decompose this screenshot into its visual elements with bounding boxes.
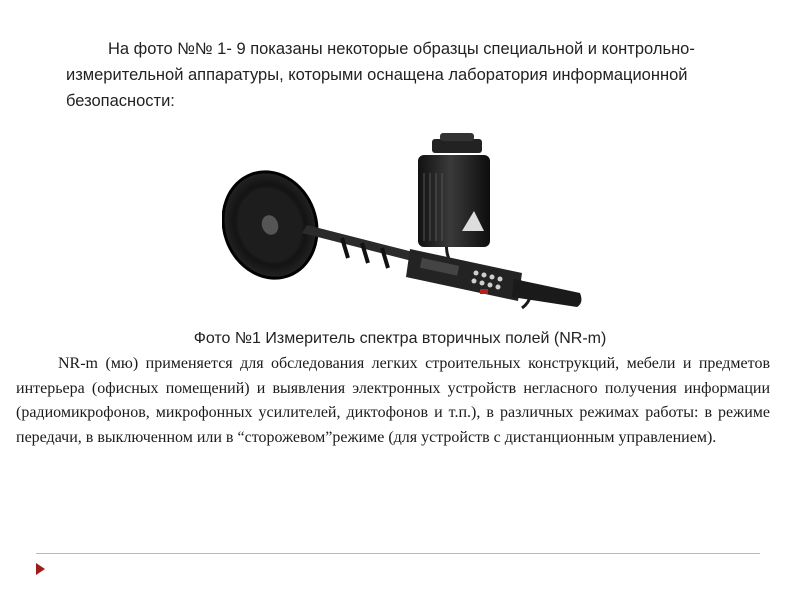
dish-antenna bbox=[222, 159, 332, 292]
nr-m-device-photo bbox=[222, 133, 584, 323]
footer-divider bbox=[36, 553, 760, 554]
intro-paragraph bbox=[66, 36, 706, 114]
description-text: NR-m (мю) применяется для обследования легких строительных конструкций, мебели и предметов интерьера (офисных помещений) и выявления электронных устройств негласного получения информации (радиомикрофонов, микрофонных усилителей, диктофонов и т.п.), в различных режимах работы: в режиме передачи, в выключенном или в “сторожевом”режиме (для устройств с дистанционным управлением). bbox=[16, 355, 770, 446]
figure-caption: Фото №1 Измеритель спектра вторичных полей (NR-m) bbox=[193, 330, 607, 347]
description-paragraph bbox=[16, 352, 770, 450]
intro-text: На фото №№ 1- 9 показаны некоторые образцы специальной и контрольно-измерительной аппаратуры, которыми оснащена лаборатория информационной безопасности: bbox=[66, 40, 695, 110]
grip-handle bbox=[512, 279, 581, 307]
receiver-box bbox=[418, 133, 490, 247]
play-arrow-icon[interactable] bbox=[36, 563, 45, 575]
control-panel bbox=[406, 249, 522, 301]
probe-shaft bbox=[302, 225, 417, 268]
